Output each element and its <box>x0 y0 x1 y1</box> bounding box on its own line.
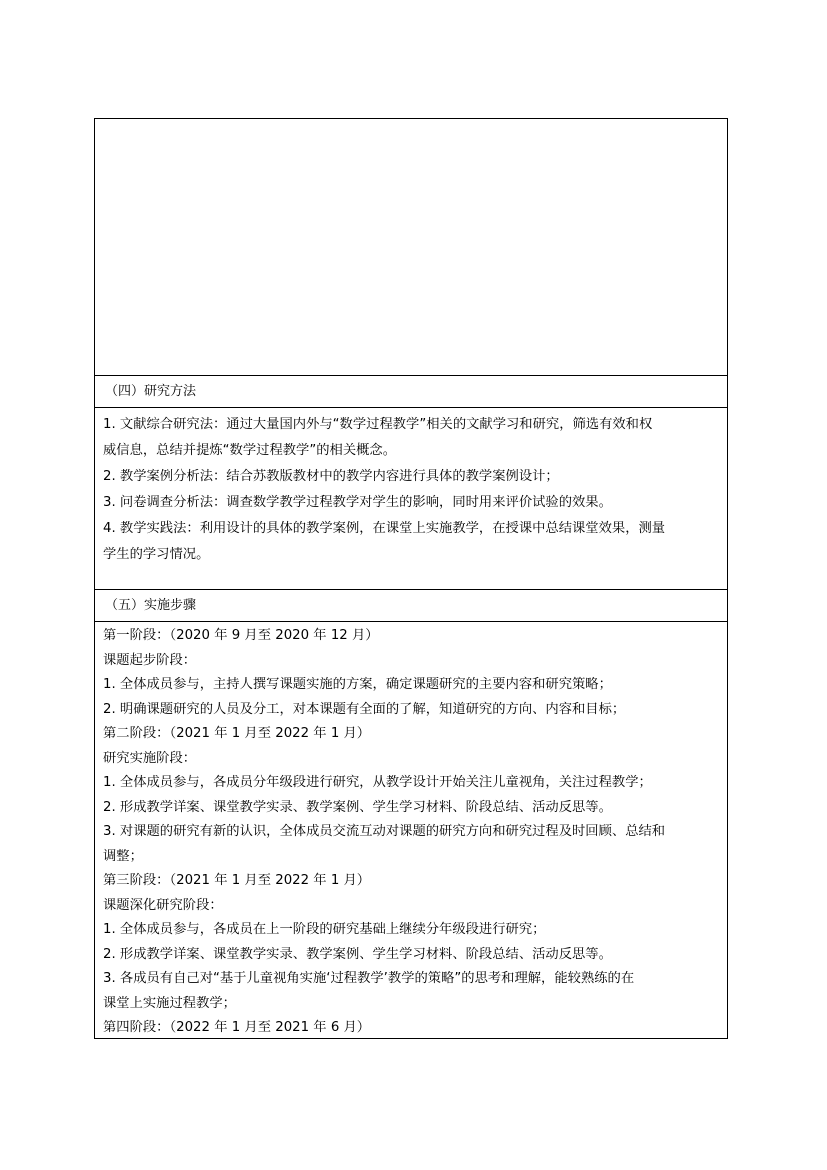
research-methods-body <box>95 408 727 590</box>
text-line: 3. 问卷调查分析法：调查数学教学过程教学对学生的影响，同时用来评价试验的效果。 <box>103 495 612 510</box>
text-line: 1. 全体成员参与，各成员分年级段进行研究，从教学设计开始关注儿童视角，关注过程教学； <box>103 775 652 790</box>
text-line: 3. 对课题的研究有新的认识，全体成员交流互动对课题的研究方向和研究过程及时回顾、总结和 <box>103 824 666 839</box>
text-line: 课堂上实施过程教学； <box>103 995 236 1011</box>
text-line: 2. 教学案例分析法：结合苏教版教材中的教学内容进行具体的教学案例设计； <box>103 469 559 484</box>
text-line: 1. 全体成员参与，各成员在上一阶段的研究基础上继续分年级段进行研究； <box>103 922 546 937</box>
text-line: 学生的学习情况。 <box>103 547 210 562</box>
implementation-steps-header: （五）实施步骤 <box>95 590 727 622</box>
text-line: 研究实施阶段： <box>103 750 197 766</box>
text-line: 3. 各成员有自己对“基于儿童视角实施‘过程教学’教学的策略”的思考和理解，能较熟练的在 <box>103 971 635 986</box>
text-line: 4. 教学实践法：利用设计的具体的教学案例，在课堂上实施教学，在授课中总结课堂效果，测量 <box>103 521 666 536</box>
phase-heading: 第一阶段：（2020 年 9 月至 2020 年 12 月） <box>103 628 379 643</box>
text-line: 1. 文献综合研究法：通过大量国内外与“数学过程教学”相关的文献学习和研究，筛选有效和权 <box>103 417 653 432</box>
research-methods-header: （四）研究方法 <box>95 376 727 408</box>
phase-heading: 第二阶段：（2021 年 1 月至 2022 年 1 月） <box>103 726 371 741</box>
phase-heading: 第四阶段：（2022 年 1 月至 2021 年 6 月） <box>103 1020 371 1035</box>
text-line: 威信息，总结并提炼“数学过程教学”的相关概念。 <box>103 443 397 458</box>
text-line: 2. 明确课题研究的人员及分工，对本课题有全面的了解，知道研究的方向、内容和目标； <box>103 701 626 717</box>
text-line: 课题深化研究阶段： <box>103 897 223 913</box>
phase-heading: 第三阶段：（2021 年 1 月至 2022 年 1 月） <box>103 873 371 888</box>
text-line: 2. 形成教学详案、课堂教学实录、教学案例、学生学习材料、阶段总结、活动反思等。 <box>103 799 612 815</box>
document-table <box>94 118 728 1039</box>
text-line: 调整； <box>103 848 143 864</box>
text-line: 1. 全体成员参与，主持人撰写课题实施的方案，确定课题研究的主要内容和研究策略； <box>103 677 612 692</box>
text-line: 课题起步阶段： <box>103 652 197 668</box>
text-line: 2. 形成教学详案、课堂教学实录、教学案例、学生学习材料、阶段总结、活动反思等。 <box>103 946 612 962</box>
blank-content-cell <box>95 119 727 376</box>
implementation-steps-body <box>95 622 727 1038</box>
